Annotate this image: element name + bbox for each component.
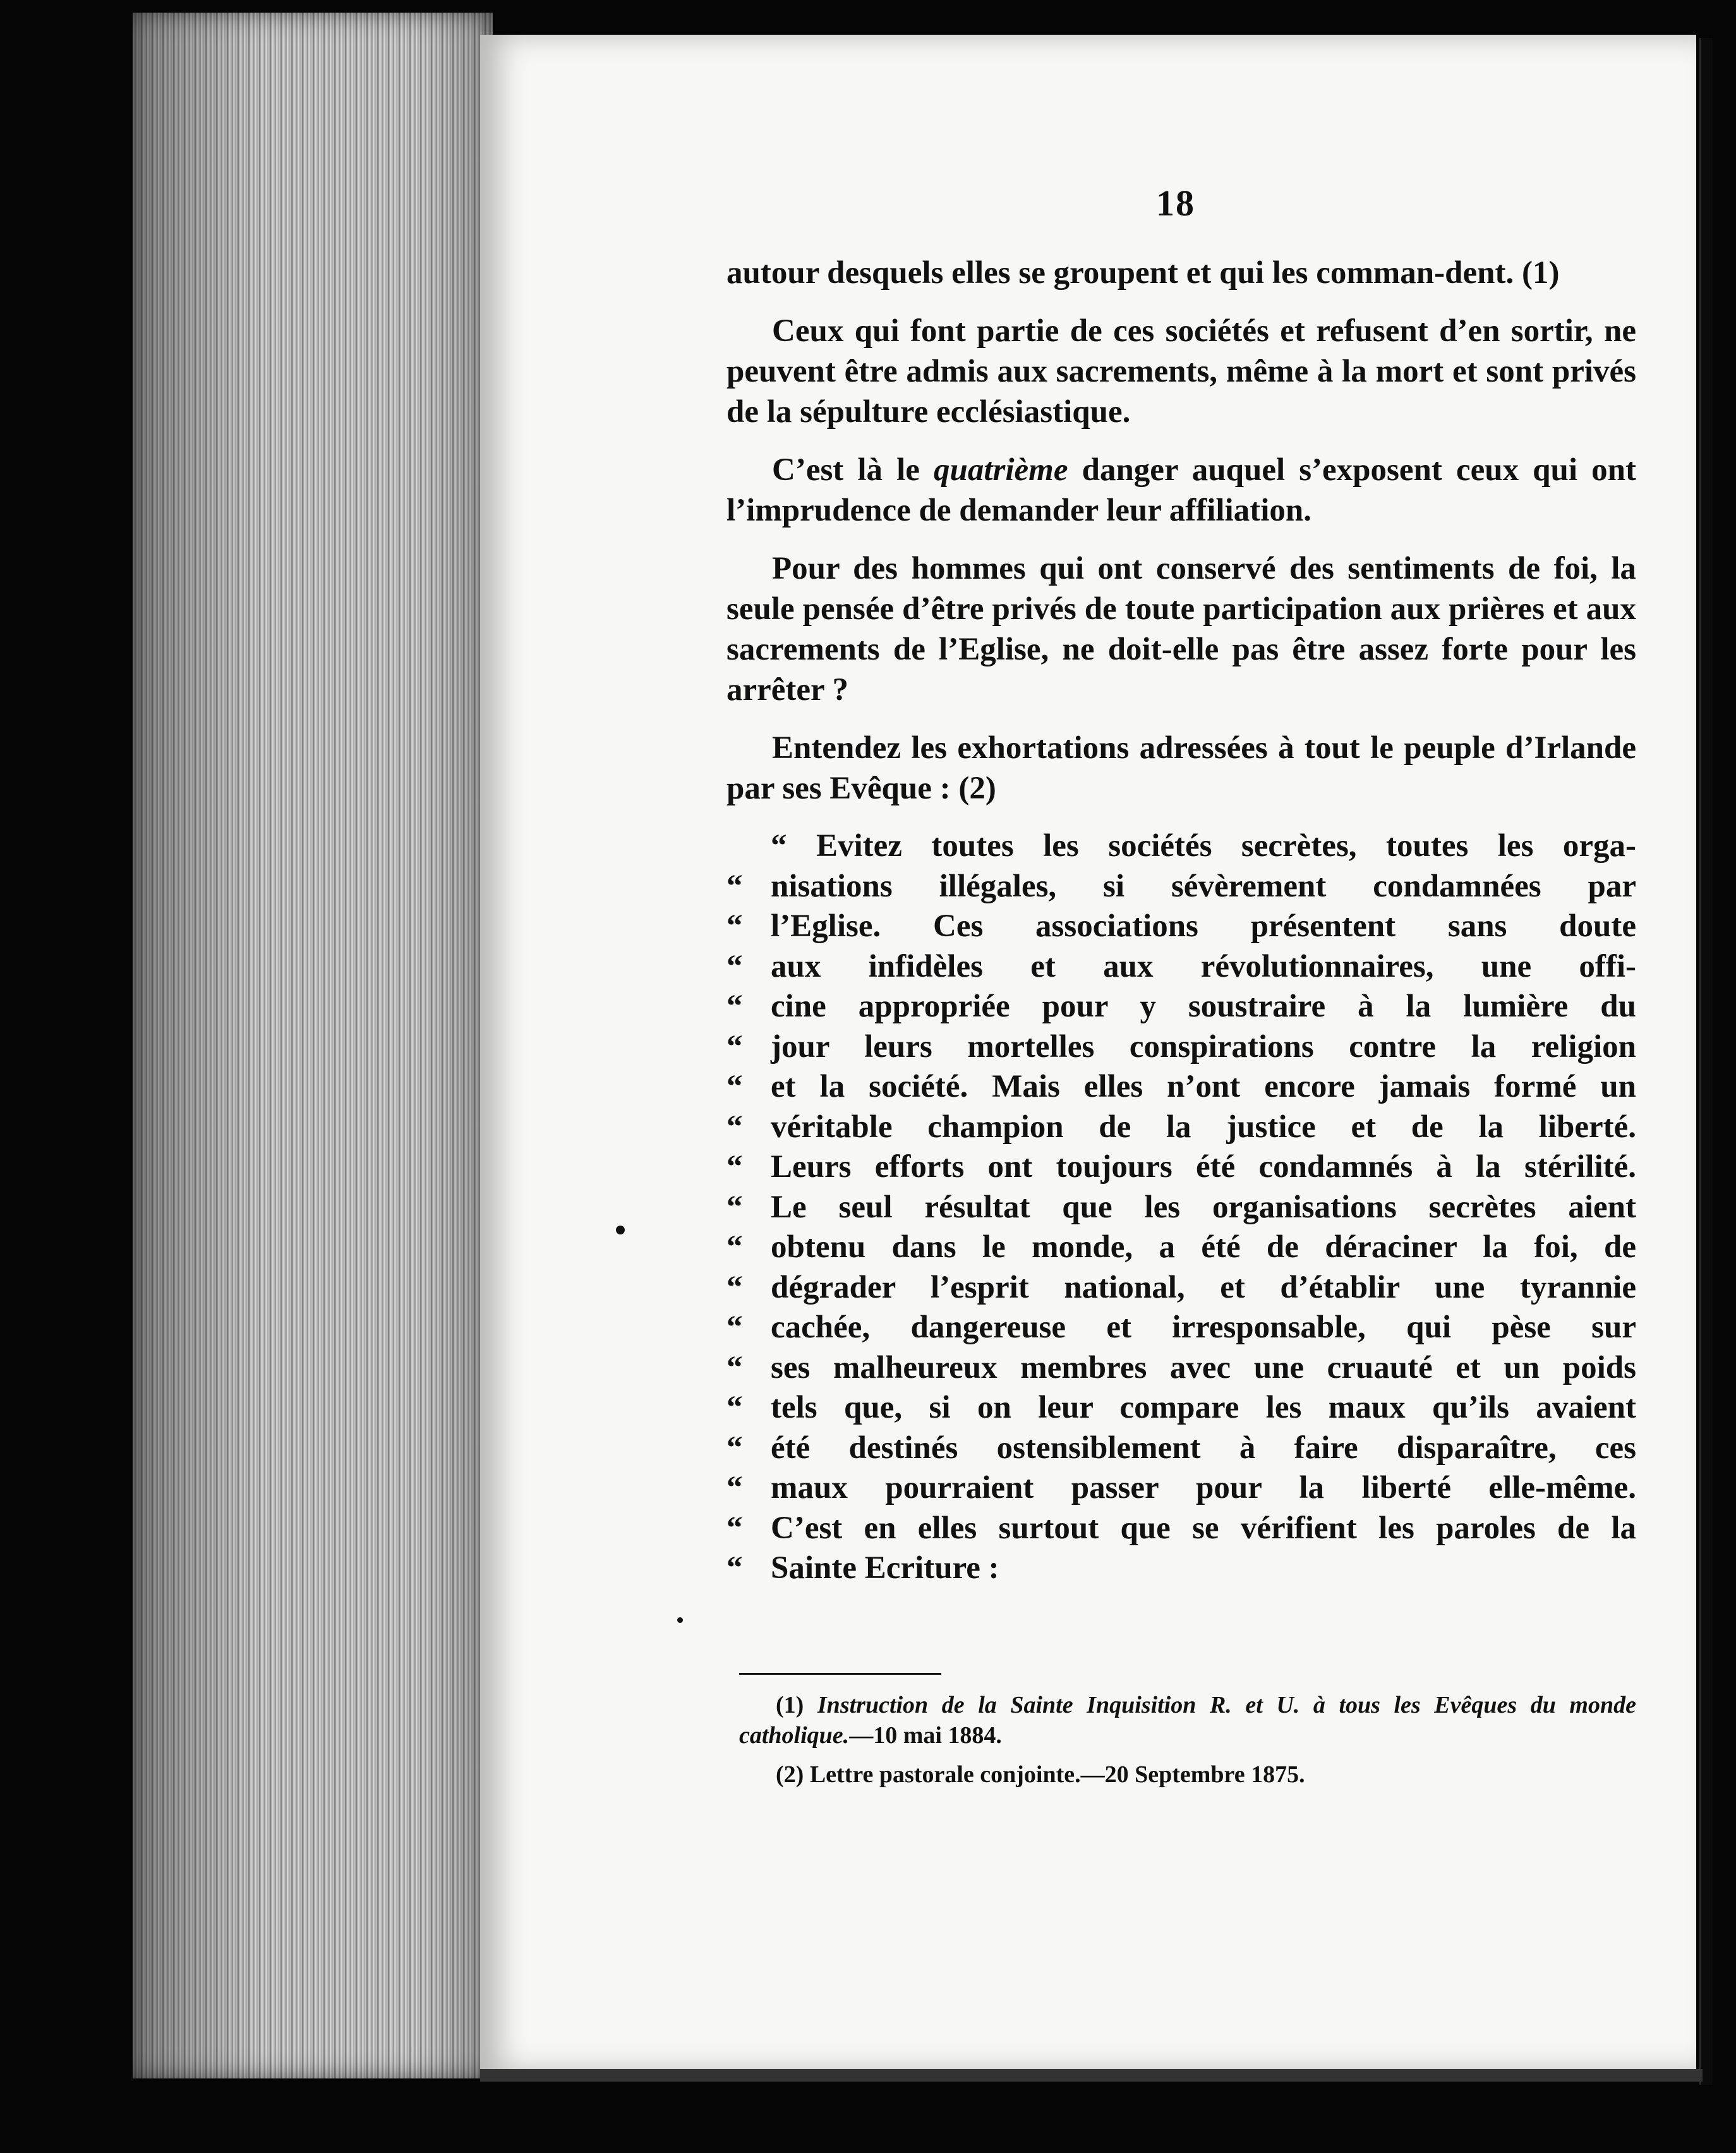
footnote-2 bbox=[739, 1759, 1636, 1790]
footnote-2-marker: (2) bbox=[776, 1761, 804, 1788]
footnote-1 bbox=[739, 1690, 1636, 1751]
quote-line: “ C’est en elles surtout que se vérifient les paroles de la bbox=[726, 1509, 1636, 1549]
quote-line: “ dégrader l’esprit national, et d’établir une tyrannie bbox=[726, 1268, 1636, 1308]
footnote-1-date: —10 mai 1884. bbox=[849, 1722, 1002, 1749]
quote-line: “ et la société. Mais elles n’ont encore jamais formé un bbox=[726, 1067, 1636, 1107]
footnote-1-title: Instruction de la Sainte Inquisition R. et U. à tous les Evêques du monde catholique. bbox=[739, 1692, 1636, 1749]
quote-mark: “ bbox=[726, 1310, 743, 1345]
quote-line: “ ses malheureux membres avec une cruauté et un poids bbox=[726, 1348, 1636, 1389]
quote-line: “ été destinés ostensiblement à faire disparaître, ces bbox=[726, 1428, 1636, 1469]
quote-mark: “ bbox=[726, 1550, 743, 1586]
quote-mark: “ bbox=[726, 1229, 743, 1265]
quote-line: “ cachée, dangereuse et irresponsable, qui pèse sur bbox=[726, 1308, 1636, 1348]
quote-mark: “ bbox=[726, 1390, 743, 1425]
page-right-edge bbox=[1699, 38, 1713, 2085]
paragraph-quatrieme-after: danger auquel s’exposent ceux qui ont l’imprudence de demander leur affiliation. bbox=[726, 452, 1636, 528]
book-page-edges bbox=[133, 13, 493, 2078]
quote-mark: “ bbox=[726, 1109, 743, 1145]
paragraph-continuation: autour desquels elles se groupent et qui les comman-dent. (1) bbox=[726, 255, 1560, 291]
quote-mark: “ bbox=[726, 948, 743, 984]
paragraph-quatrieme-before: C’est là le bbox=[772, 452, 934, 488]
quote-mark: “ bbox=[726, 1349, 743, 1385]
footnotes bbox=[739, 1690, 1636, 1799]
quote-mark: “ bbox=[726, 1149, 743, 1185]
quote-line: “ l’Eglise. Ces associations présentent sans doute bbox=[726, 907, 1636, 947]
quote-line: “ obtenu dans le monde, a été de déraciner la foi, de bbox=[726, 1227, 1636, 1268]
quote-line: “ Leurs efforts ont toujours été condamnés à la stérilité. bbox=[726, 1147, 1636, 1188]
paragraph-quatrieme-italic: quatrième bbox=[934, 452, 1068, 488]
quote-line: “ tels que, si on leur compare les maux qu’ils avaient bbox=[726, 1388, 1636, 1428]
quote-mark: “ bbox=[726, 908, 743, 944]
footnote-rule bbox=[739, 1673, 941, 1675]
quote-line: “ nisations illégales, si sévèrement condamnées par bbox=[726, 867, 1636, 907]
quote-mark: “ bbox=[726, 868, 743, 904]
paragraph-foi: Pour des hommes qui ont conservé des sentiments de foi, la seule pensée d’être privés de toute participation aux prières et aux sacrements de l’Eglise, ne doit-elle pas être assez forte pour les arrêter ? bbox=[726, 551, 1636, 708]
quote-line: “ véritable champion de la justice et de la liberté. bbox=[726, 1107, 1636, 1148]
quote-mark: “ bbox=[726, 1189, 743, 1225]
page-number: 18 bbox=[1156, 183, 1195, 224]
quote-mark: “ bbox=[726, 1028, 743, 1064]
quote-line: “ Evitez toutes les sociétés secrètes, toutes les orga- bbox=[771, 828, 1636, 864]
paragraph-sacrements: Ceux qui font partie de ces sociétés et refusent d’en sortir, ne peuvent être admis aux sacrements, même à la mort et sont privés de la sépulture ecclésiastique. bbox=[726, 313, 1636, 430]
quote-line: “ Sainte Ecriture : bbox=[726, 1548, 1636, 1589]
quote-mark: “ bbox=[726, 989, 743, 1024]
quote-mark: “ bbox=[726, 1470, 743, 1505]
quote-mark: “ bbox=[726, 1510, 743, 1546]
bishops-quotation bbox=[726, 826, 1636, 1589]
body-text bbox=[726, 253, 1636, 1589]
print-speck bbox=[616, 1226, 625, 1234]
quote-line: “ Le seul résultat que les organisations secrètes aient bbox=[726, 1188, 1636, 1228]
print-speck bbox=[677, 1617, 683, 1623]
quote-line: “ maux pourraient passer pour la liberté elle-même. bbox=[726, 1468, 1636, 1509]
quote-mark: “ bbox=[726, 1069, 743, 1104]
quote-line: “ aux infidèles et aux révolutionnaires, une offi- bbox=[726, 947, 1636, 987]
quote-mark: “ bbox=[726, 1269, 743, 1305]
footnote-2-text: Lettre pastorale conjointe.—20 Septembre 1875. bbox=[809, 1761, 1305, 1788]
footnote-1-marker: (1) bbox=[776, 1692, 804, 1718]
paragraph-exhortations: Entendez les exhortations adressées à tout le peuple d’Irlande par ses Evêque : (2) bbox=[726, 730, 1636, 806]
paragraph-quatrieme bbox=[726, 450, 1636, 531]
quote-line: “ cine appropriée pour y soustraire à la lumière du bbox=[726, 987, 1636, 1027]
quote-line: “ jour leurs mortelles conspirations contre la religion bbox=[726, 1027, 1636, 1068]
page-bottom-edge bbox=[480, 2069, 1703, 2082]
quote-mark: “ bbox=[726, 1430, 743, 1466]
